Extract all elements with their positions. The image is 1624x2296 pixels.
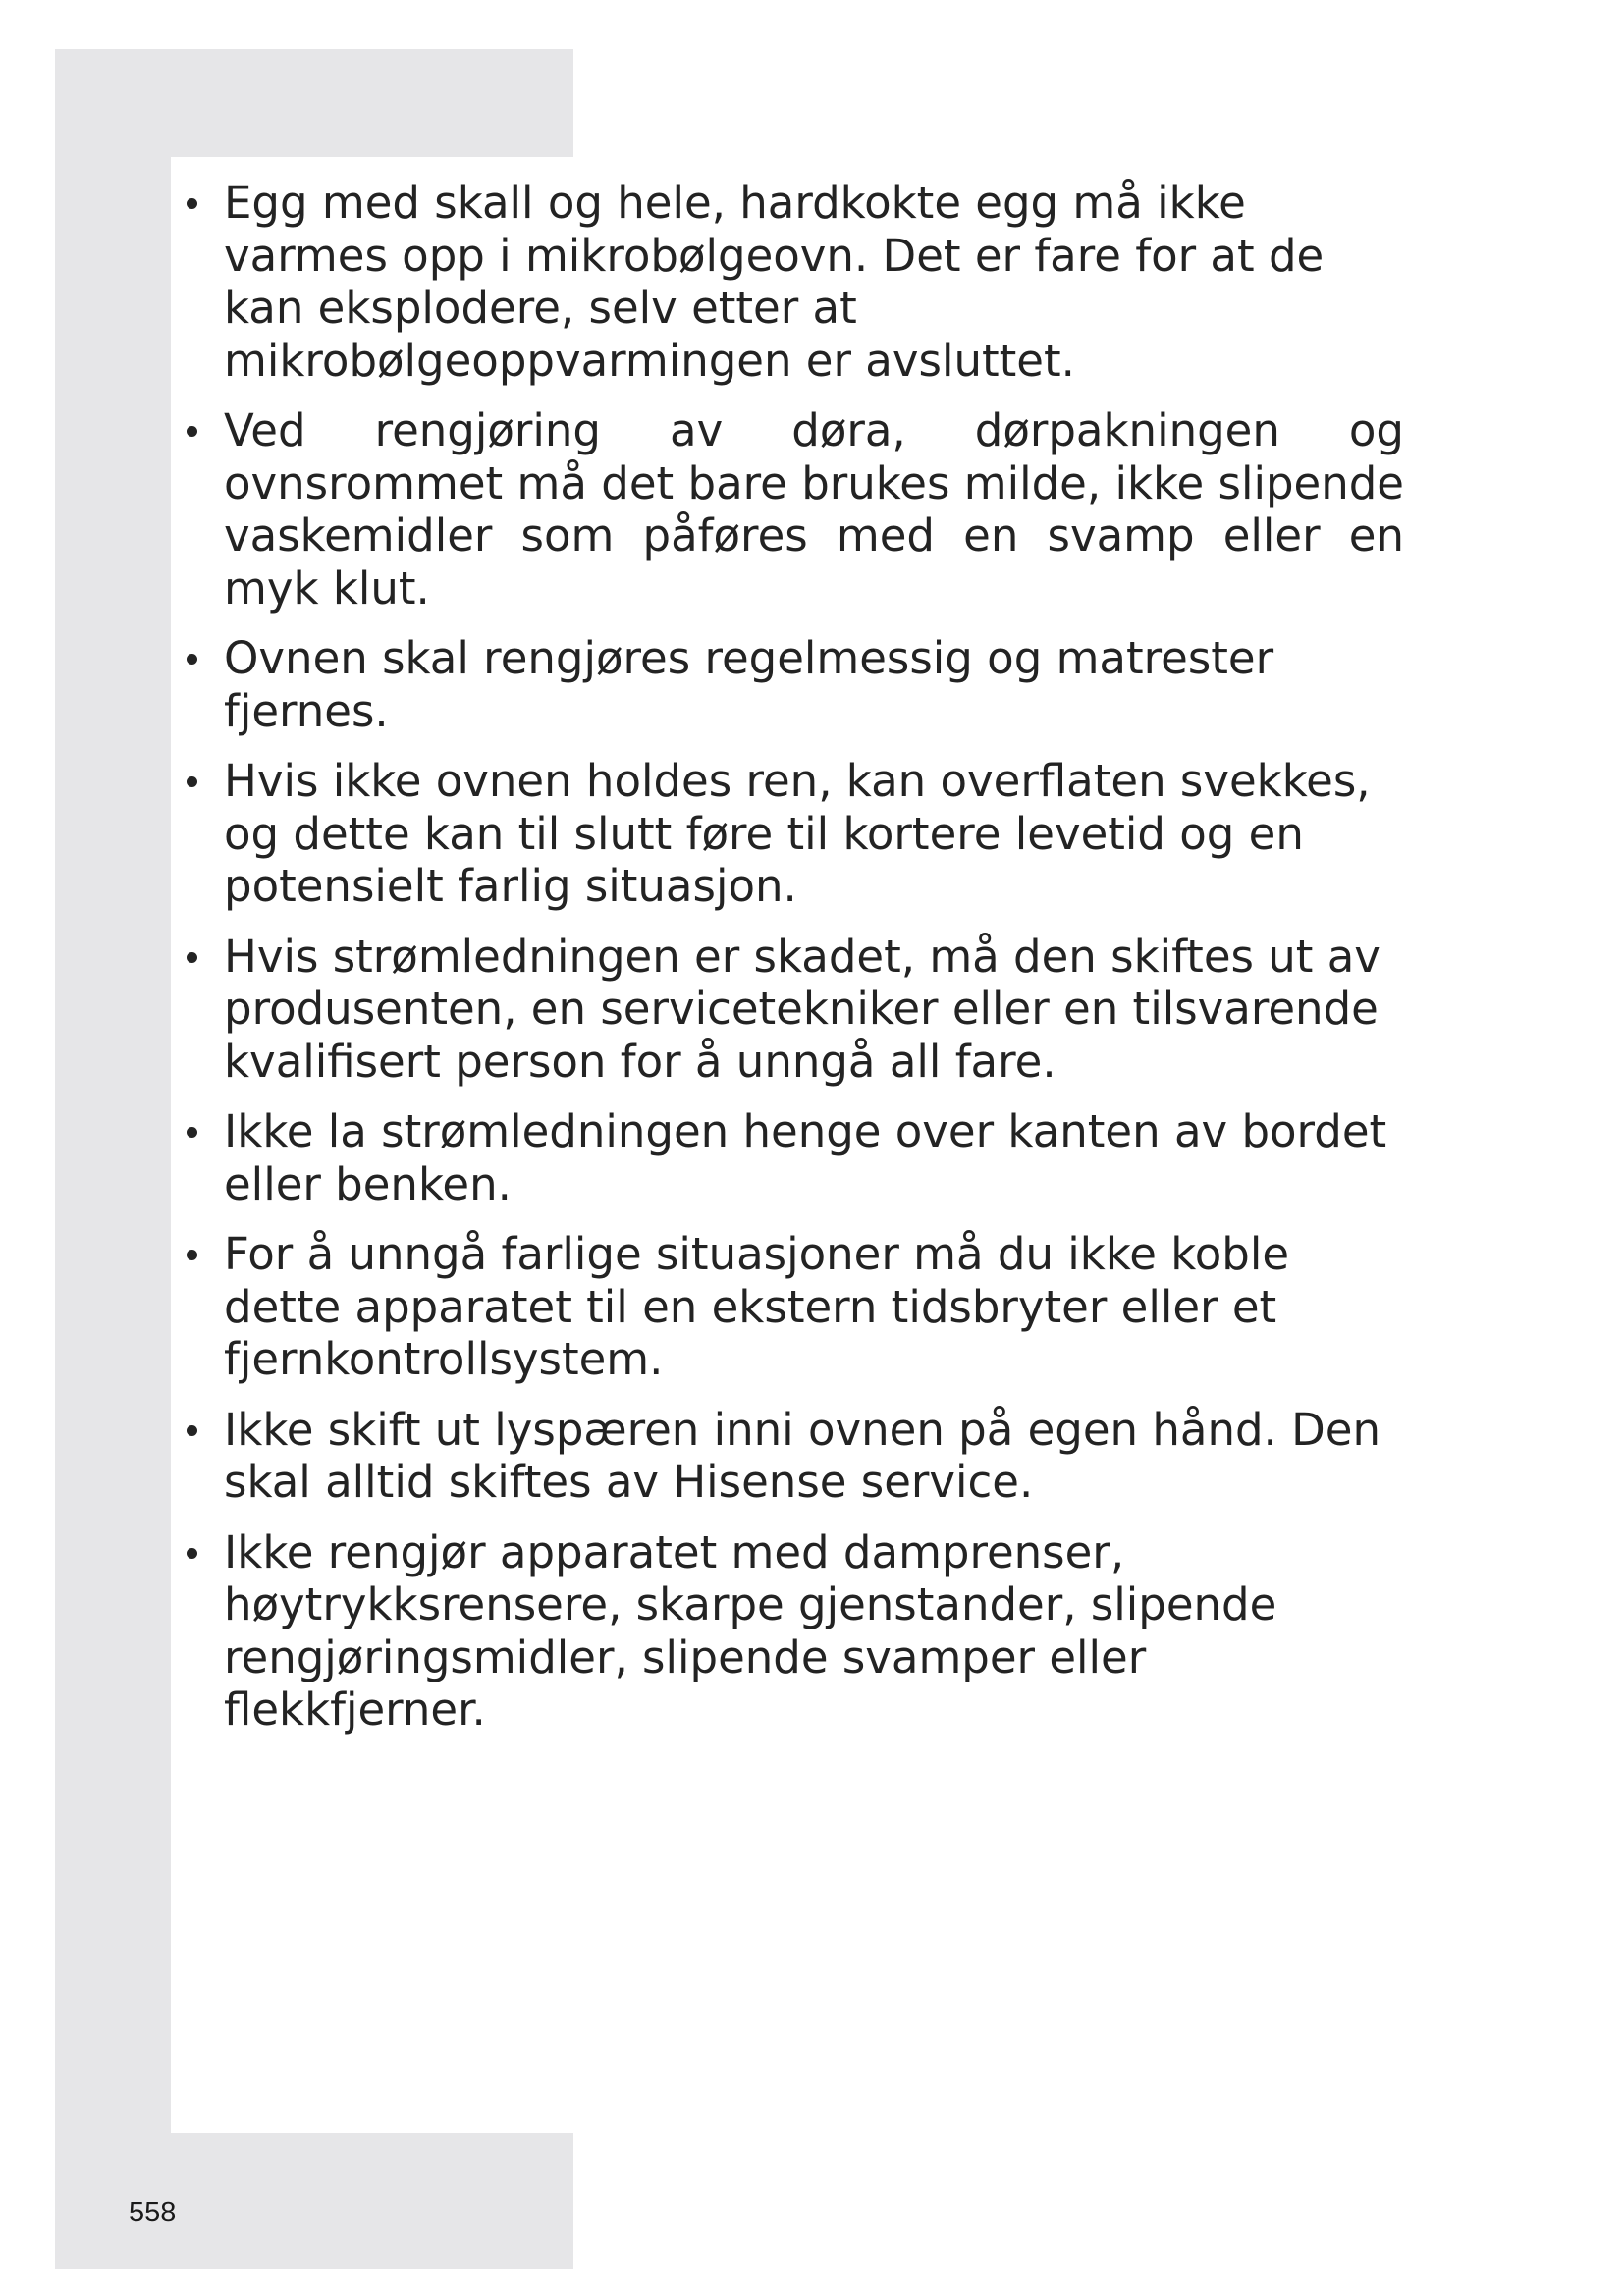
list-item — [187, 1404, 1404, 1509]
list-item — [187, 1105, 1404, 1210]
list-item — [187, 931, 1404, 1089]
bullet-icon — [187, 1250, 197, 1260]
bullet-icon — [187, 426, 197, 437]
list-item-text: Ikke skift ut lyspæren inni ovnen på egen hånd. Den skal alltid skiftes av Hisense service. — [224, 1403, 1380, 1508]
list-item-text: Ovnen skal rengjøres regelmessig og matrester fjernes. — [224, 632, 1274, 737]
list-item-text: For å unngå farlige situasjoner må du ikke koble dette apparatet til en ekstern tidsbryter eller et fjernkontrollsystem. — [224, 1228, 1290, 1385]
page-frame-left — [55, 49, 171, 2269]
list-item-text: Egg med skall og hele, hardkokte egg må ikke varmes opp i mikrobølgeovn. Det er fare for at de kan eksplodere, selv etter at mikrobølgeoppvarmingen er avsluttet. — [224, 177, 1325, 387]
list-item-text: Hvis ikke ovnen holdes ren, kan overflaten svekkes, og dette kan til slutt føre til kortere levetid og en potensielt farlig situasjon. — [224, 755, 1371, 912]
bullet-icon — [187, 198, 197, 209]
bullet-icon — [187, 1548, 197, 1559]
list-item — [187, 1526, 1404, 1736]
bullet-icon — [187, 952, 197, 963]
bullet-icon — [187, 654, 197, 665]
list-item — [187, 632, 1404, 737]
list-item — [187, 404, 1404, 614]
list-item-text: Ved rengjøring av døra, dørpakningen og ovnsrommet må det bare brukes milde, ikke slipende vaskemidler som påføres med en svamp eller en myk klut. — [224, 404, 1404, 614]
list-item — [187, 755, 1404, 913]
page-number: 558 — [129, 2197, 177, 2228]
bullet-icon — [187, 1127, 197, 1138]
list-item-text: Ikke rengjør apparatet med damprenser, høytrykksrensere, skarpe gjenstander, slipende rengjøringsmidler, slipende svamper eller flekkfjerner. — [224, 1525, 1277, 1735]
list-item — [187, 177, 1404, 387]
list-item-text: Ikke la strømledningen henge over kanten av bordet eller benken. — [224, 1105, 1387, 1210]
safety-instructions-list — [187, 177, 1404, 1754]
list-item — [187, 1228, 1404, 1386]
bullet-icon — [187, 1425, 197, 1436]
list-item-text: Hvis strømledningen er skadet, må den skiftes ut av produsenten, en servicetekniker eller en tilsvarende kvalifisert person for å unngå all fare. — [224, 930, 1380, 1088]
bullet-icon — [187, 776, 197, 787]
